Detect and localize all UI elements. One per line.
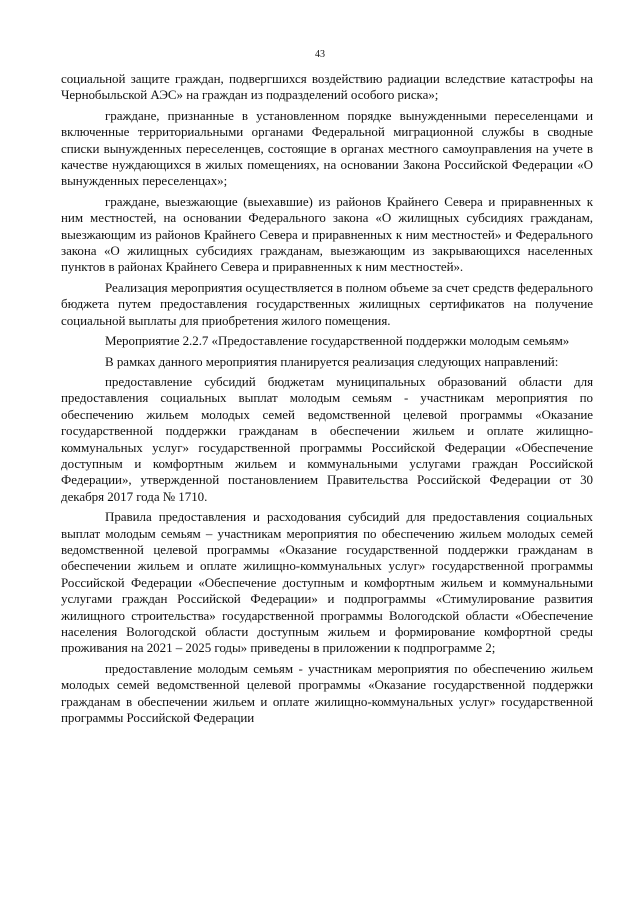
paragraph-forced-migrants: граждане, признанные в установленном порядке вынужденными переселенцами и включенные территориальными органами Федеральной миграционной службы в сводные списки вынужденных переселенцев, состоящие в органах местного самоуправления на учете в качестве нуждающихся в жилых помещениях, на основании Закона Российской Федерации «О вынужденных переселенцах»; bbox=[61, 107, 593, 189]
measure-heading: Мероприятие 2.2.7 «Предоставление государственной поддержки молодым семьям» bbox=[105, 333, 570, 349]
paragraph-implementation: Реализация мероприятия осуществляется в полном объеме за счет средств федерального бюджета путем предоставления государственных жилищных сертификатов на получение социальной выплаты для приобретения жилого помещения. bbox=[61, 279, 593, 328]
document-body bbox=[61, 71, 593, 726]
paragraph-rules: Правила предоставления и расходования субсидий для предоставления социальных выплат молодым семьям – участникам мероприятия по обеспечению жильем молодых семей ведомственной целевой программы «Оказание государственной поддержки гражданам в обеспечении жильем и оплате жилищно-коммунальных услуг» государственной программы Российской Федерации «Обеспечение доступным и комфортным жильем и коммунальными услугами граждан Российской Федерации» и подпрограммы «Стимулирование развития жилищного строительства» государственной программы Вологодской области «Обеспечение населения Вологодской области доступным жильем и формирование комфортной среды проживания на 2021 – 2025 годы» приведены в приложении к подпрограмме 2; bbox=[61, 509, 593, 656]
paragraph-young-families: предоставление молодым семьям - участникам мероприятия по обеспечению жильем молодых семей ведомственной целевой программы «Оказание государственной поддержки гражданам в обеспечении жильем и оплате жилищно-коммунальных услуг» государственной программы Российской Федерации bbox=[61, 660, 593, 726]
paragraph-far-north: граждане, выезжающие (выехавшие) из районов Крайнего Севера и приравненных к ним местностей, на основании Федерального закона «О жилищных субсидиях гражданам, выезжающим из районов Крайнего Севера и приравненных к ним местностей» и Федерального закона «О жилищных субсидиях гражданам, выезжающим из закрывающихся населенных пунктов в районах Крайнего Севера и приравненных к ним местностей». bbox=[61, 193, 593, 275]
paragraph-continuation: социальной защите граждан, подвергшихся воздействию радиации вследствие катастрофы на Чернобыльской АЭС» на граждан из подразделений особого риска»; bbox=[61, 71, 593, 103]
paragraph-directions: В рамках данного мероприятия планируется реализация следующих направлений: bbox=[105, 353, 559, 369]
paragraph-subsidies: предоставление субсидий бюджетам муниципальных образований области для предоставления социальных выплат молодым семьям - участникам мероприятия по обеспечению жильем молодых семей ведомственной целевой программы «Оказание государственной поддержки гражданам в обеспечении жильем и оплате жилищно-коммунальных услуг» государственной программы Российской Федерации «Обеспечение доступным и комфортным жильем и коммунальными услугами граждан Российской Федерации», утвержденной постановлением Правительства Российской Федерации от 30 декабря 2017 года № 1710. bbox=[61, 373, 593, 504]
page-number: 43 bbox=[315, 49, 325, 60]
